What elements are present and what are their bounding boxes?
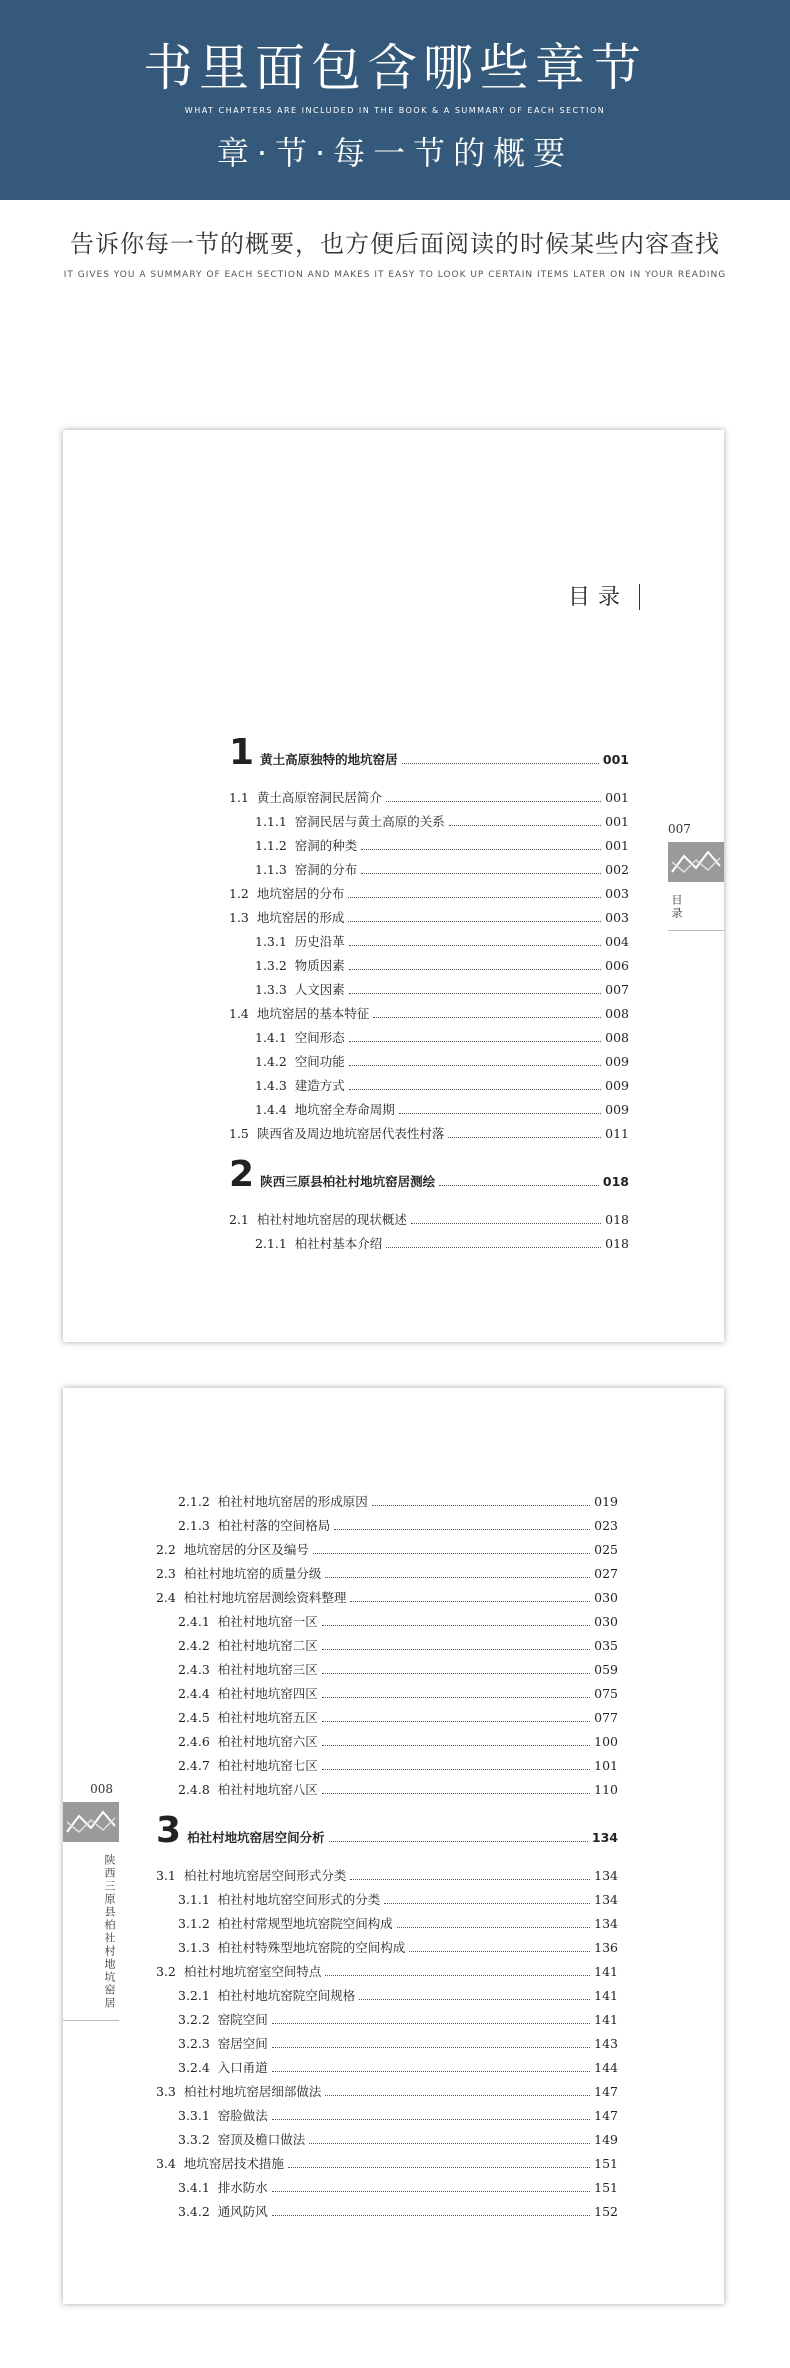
side-page-number: 007 <box>668 822 691 836</box>
side-divider <box>63 2020 119 2021</box>
tagline-en: IT GIVES YOU A SUMMARY OF EACH SECTION AND MAKES IT EASY TO LOOK UP CERTAIN ITEMS LATER ON IN YOUR READING <box>63 270 727 280</box>
side-page-number: 008 <box>90 1782 113 1796</box>
toc-entry: 1.1.3 窑洞的分布 002 <box>255 862 629 877</box>
toc-entry: 1.1.1 窑洞民居与黄土高原的关系 001 <box>255 814 629 829</box>
toc-entry: 2.4.5 柏社村地坑窑五区 077 <box>178 1710 618 1725</box>
toc-entry: 1.5 陕西省及周边地坑窑居代表性村落 011 <box>229 1126 629 1141</box>
toc-entry: 1.1 黄土高原窑洞民居简介 001 <box>229 790 629 805</box>
toc-entry: 2.4.4 柏社村地坑窑四区 075 <box>178 1686 618 1701</box>
toc-entry: 1.2 地坑窑居的分布 003 <box>229 886 629 901</box>
toc-entry: 3.2.4 入口甬道 144 <box>178 2060 618 2075</box>
toc-entry: 2.1.2 柏社村地坑窑居的形成原因 019 <box>178 1494 618 1509</box>
toc-entry: 3.3 柏社村地坑窑居细部做法 147 <box>156 2084 618 2099</box>
toc-entry: 2.4.3 柏社村地坑窑三区 059 <box>178 1662 618 1677</box>
toc-entry: 3.4 地坑窑居技术措施 151 <box>156 2156 618 2171</box>
banner-title: 书里面包含哪些章节 <box>143 39 647 97</box>
toc-entry: 3.2.3 窑居空间 143 <box>178 2036 618 2051</box>
toc-entry: 1.1.2 窑洞的种类 001 <box>255 838 629 853</box>
toc-entry: 3.3.2 窑顶及檐口做法 149 <box>178 2132 618 2147</box>
toc-entry: 1.3.1 历史沿革 004 <box>255 934 629 949</box>
toc-page-1 <box>63 430 724 1342</box>
toc-title: 目录 <box>568 580 628 611</box>
toc-chapter: 1 黄土高原独特的地坑窑居 001 <box>229 732 629 773</box>
side-section-label: 陕西三原县柏社村地坑窑居 <box>103 1854 116 2010</box>
side-divider <box>668 930 724 931</box>
header-banner <box>0 0 790 200</box>
toc-chapter: 2 陕西三原县柏社村地坑窑居测绘 018 <box>229 1154 629 1195</box>
toc-entry: 1.3.2 物质因素 006 <box>255 958 629 973</box>
toc-entry: 3.3.1 窑脸做法 147 <box>178 2108 618 2123</box>
banner-subtitle-zh: 章·节·每一节的概要 <box>216 134 574 172</box>
banner-subtitle-en: WHAT CHAPTERS ARE INCLUDED IN THE BOOK & A SUMMARY OF EACH SECTION <box>184 106 606 115</box>
toc-entry: 3.1.3 柏社村特殊型地坑窑院的空间构成 136 <box>178 1940 618 1955</box>
toc-entry: 2.4.7 柏社村地坑窑七区 101 <box>178 1758 618 1773</box>
side-section-label: 目录 <box>670 894 683 920</box>
toc-entry: 2.3 柏社村地坑窑的质量分级 027 <box>156 1566 618 1581</box>
tagline: 告诉你每一节的概要，也方便后面阅读的时候某些内容查找 <box>70 230 720 258</box>
toc-entry: 3.1 柏社村地坑窑居空间形式分类 134 <box>156 1868 618 1883</box>
page-side-tab <box>63 1782 119 2021</box>
toc-entry: 1.4.1 空间形态 008 <box>255 1030 629 1045</box>
toc-entry: 3.2.2 窑院空间 141 <box>178 2012 618 2027</box>
toc-entry: 2.4.6 柏社村地坑窑六区 100 <box>178 1734 618 1749</box>
toc-entry: 3.1.1 柏社村地坑窑空间形式的分类 134 <box>178 1892 618 1907</box>
toc-entry: 1.4.4 地坑窑全寿命周期 009 <box>255 1102 629 1117</box>
toc-entry: 3.2 柏社村地坑窑室空间特点 141 <box>156 1964 618 1979</box>
toc-chapter: 3 柏社村地坑窑居空间分析 134 <box>156 1810 618 1851</box>
toc-page-2 <box>63 1388 724 2304</box>
ornament-pattern-icon <box>63 1802 119 1842</box>
toc-entry: 2.4.8 柏社村地坑窑八区 110 <box>178 1782 618 1797</box>
toc-entry: 2.4.2 柏社村地坑窑二区 035 <box>178 1638 618 1653</box>
toc-entry: 2.4.1 柏社村地坑窑一区 030 <box>178 1614 618 1629</box>
toc-entry: 1.3 地坑窑居的形成 003 <box>229 910 629 925</box>
toc-entry: 2.1.3 柏社村落的空间格局 023 <box>178 1518 618 1533</box>
toc-entry: 2.1.1 柏社村基本介绍 018 <box>255 1236 629 1251</box>
toc-entry: 3.4.1 排水防水 151 <box>178 2180 618 2195</box>
toc-entry: 1.3.3 人文因素 007 <box>255 982 629 997</box>
toc-entry: 1.4.2 空间功能 009 <box>255 1054 629 1069</box>
toc-entry: 1.4 地坑窑居的基本特征 008 <box>229 1006 629 1021</box>
page-side-tab <box>668 822 724 931</box>
toc-entry: 3.2.1 柏社村地坑窑院空间规格 141 <box>178 1988 618 2003</box>
toc-entry: 2.1 柏社村地坑窑居的现状概述 018 <box>229 1212 629 1227</box>
toc-entry: 1.4.3 建造方式 009 <box>255 1078 629 1093</box>
toc-entry: 2.2 地坑窑居的分区及编号 025 <box>156 1542 618 1557</box>
ornament-pattern-icon <box>668 842 724 882</box>
toc-entry: 3.1.2 柏社村常规型地坑窑院空间构成 134 <box>178 1916 618 1931</box>
toc-entry: 3.4.2 通风防风 152 <box>178 2204 618 2219</box>
toc-entry: 2.4 柏社村地坑窑居测绘资料整理 030 <box>156 1590 618 1605</box>
